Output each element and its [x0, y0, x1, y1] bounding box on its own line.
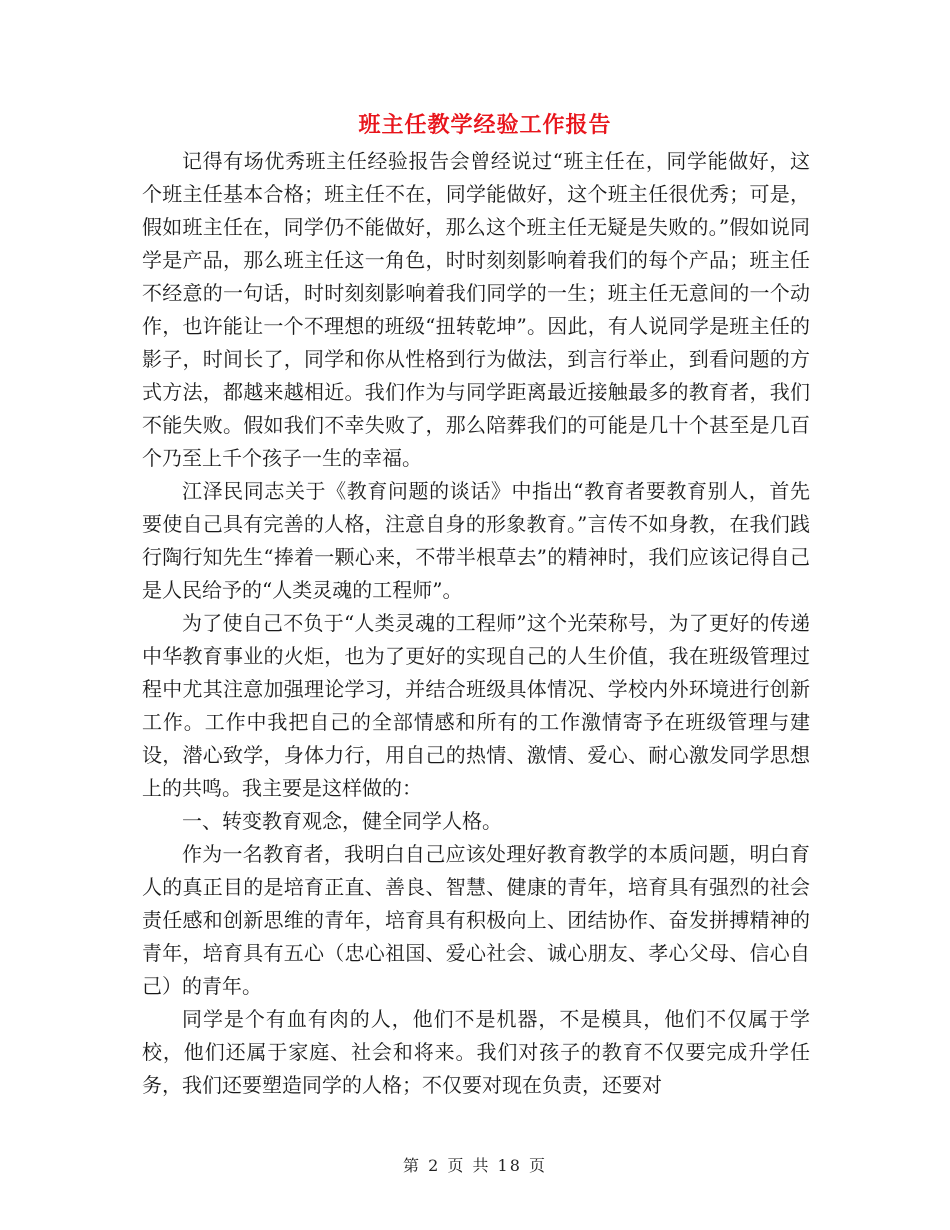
- paragraph: 记得有场优秀班主任经验报告会曾经说过“班主任在，同学能做好，这个班主任基本合格；班主任不在，同学能做好，这个班主任很优秀；可是，假如班主任在，同学仍不能做好，那么这个班主任无疑是失败的。”假如说同学是产品，那么班主任这一角色，时时刻刻影响着我们的每个产品；班主任不经意的一句话，时时刻刻影响着我们同学的一生；班主任无意间的一个动作，也许能让一个不理想的班级“扭转乾坤”。因此，有人说同学是班主任的影子，时间长了，同学和你从性格到行为做法，到言行举止，到看问题的方式方法，都越来越相近。我们作为与同学距离最近接触最多的教育者，我们不能失败。假如我们不幸失败了，那么陪葬我们的可能是几十个甚至是几百个乃至上千个孩子一生的幸福。: [142, 149, 810, 470]
- paragraph: 作为一名教育者，我明白自己应该处理好教育教学的本质问题，明白育人的真正目的是培育正直、善良、智慧、健康的青年，培育具有强烈的社会责任感和创新思维的青年，培育具有积极向上、团结协作、奋发拼搏精神的青年，培育具有五心（忠心祖国、爱心社会、诚心朋友、孝心父母、信心自己）的青年。: [142, 842, 810, 998]
- section-heading: 一、转变教育观念，健全同学人格。: [182, 809, 502, 833]
- document-title: 班主任教学经验工作报告: [358, 112, 612, 138]
- page-number-footer: 第 2 页 共 18 页: [403, 1156, 547, 1175]
- paragraph: 江泽民同志关于《教育问题的谈话》中指出“教育者要教育别人，首先要使自己具有完善的人格，注意自身的形象教育。”言传不如身教，在我们践行陶行知先生“捧着一颗心来，不带半根草去”的精神时，我们应该记得自己是人民给予的“人类灵魂的工程师”。: [142, 479, 810, 602]
- document-body: [142, 145, 810, 1102]
- paragraph: 为了使自己不负于“人类灵魂的工程师”这个光荣称号，为了更好的传递中华教育事业的火炬，也为了更好的实现自己的人生价值，我在班级管理过程中尤其注意加强理论学习，并结合班级具体情况、学校内外环境进行创新工作。工作中我把自己的全部情感和所有的工作激情寄予在班级管理与建设，潜心致学，身体力行，用自己的热情、激情、爱心、耐心激发同学思想上的共鸣。我主要是这样做的：: [142, 611, 810, 800]
- paragraph: 同学是个有血有肉的人，他们不是机器，不是模具，他们不仅属于学校，他们还属于家庭、社会和将来。我们对孩子的教育不仅要完成升学任务，我们还要塑造同学的人格；不仅要对现在负责，还要对: [142, 1007, 810, 1097]
